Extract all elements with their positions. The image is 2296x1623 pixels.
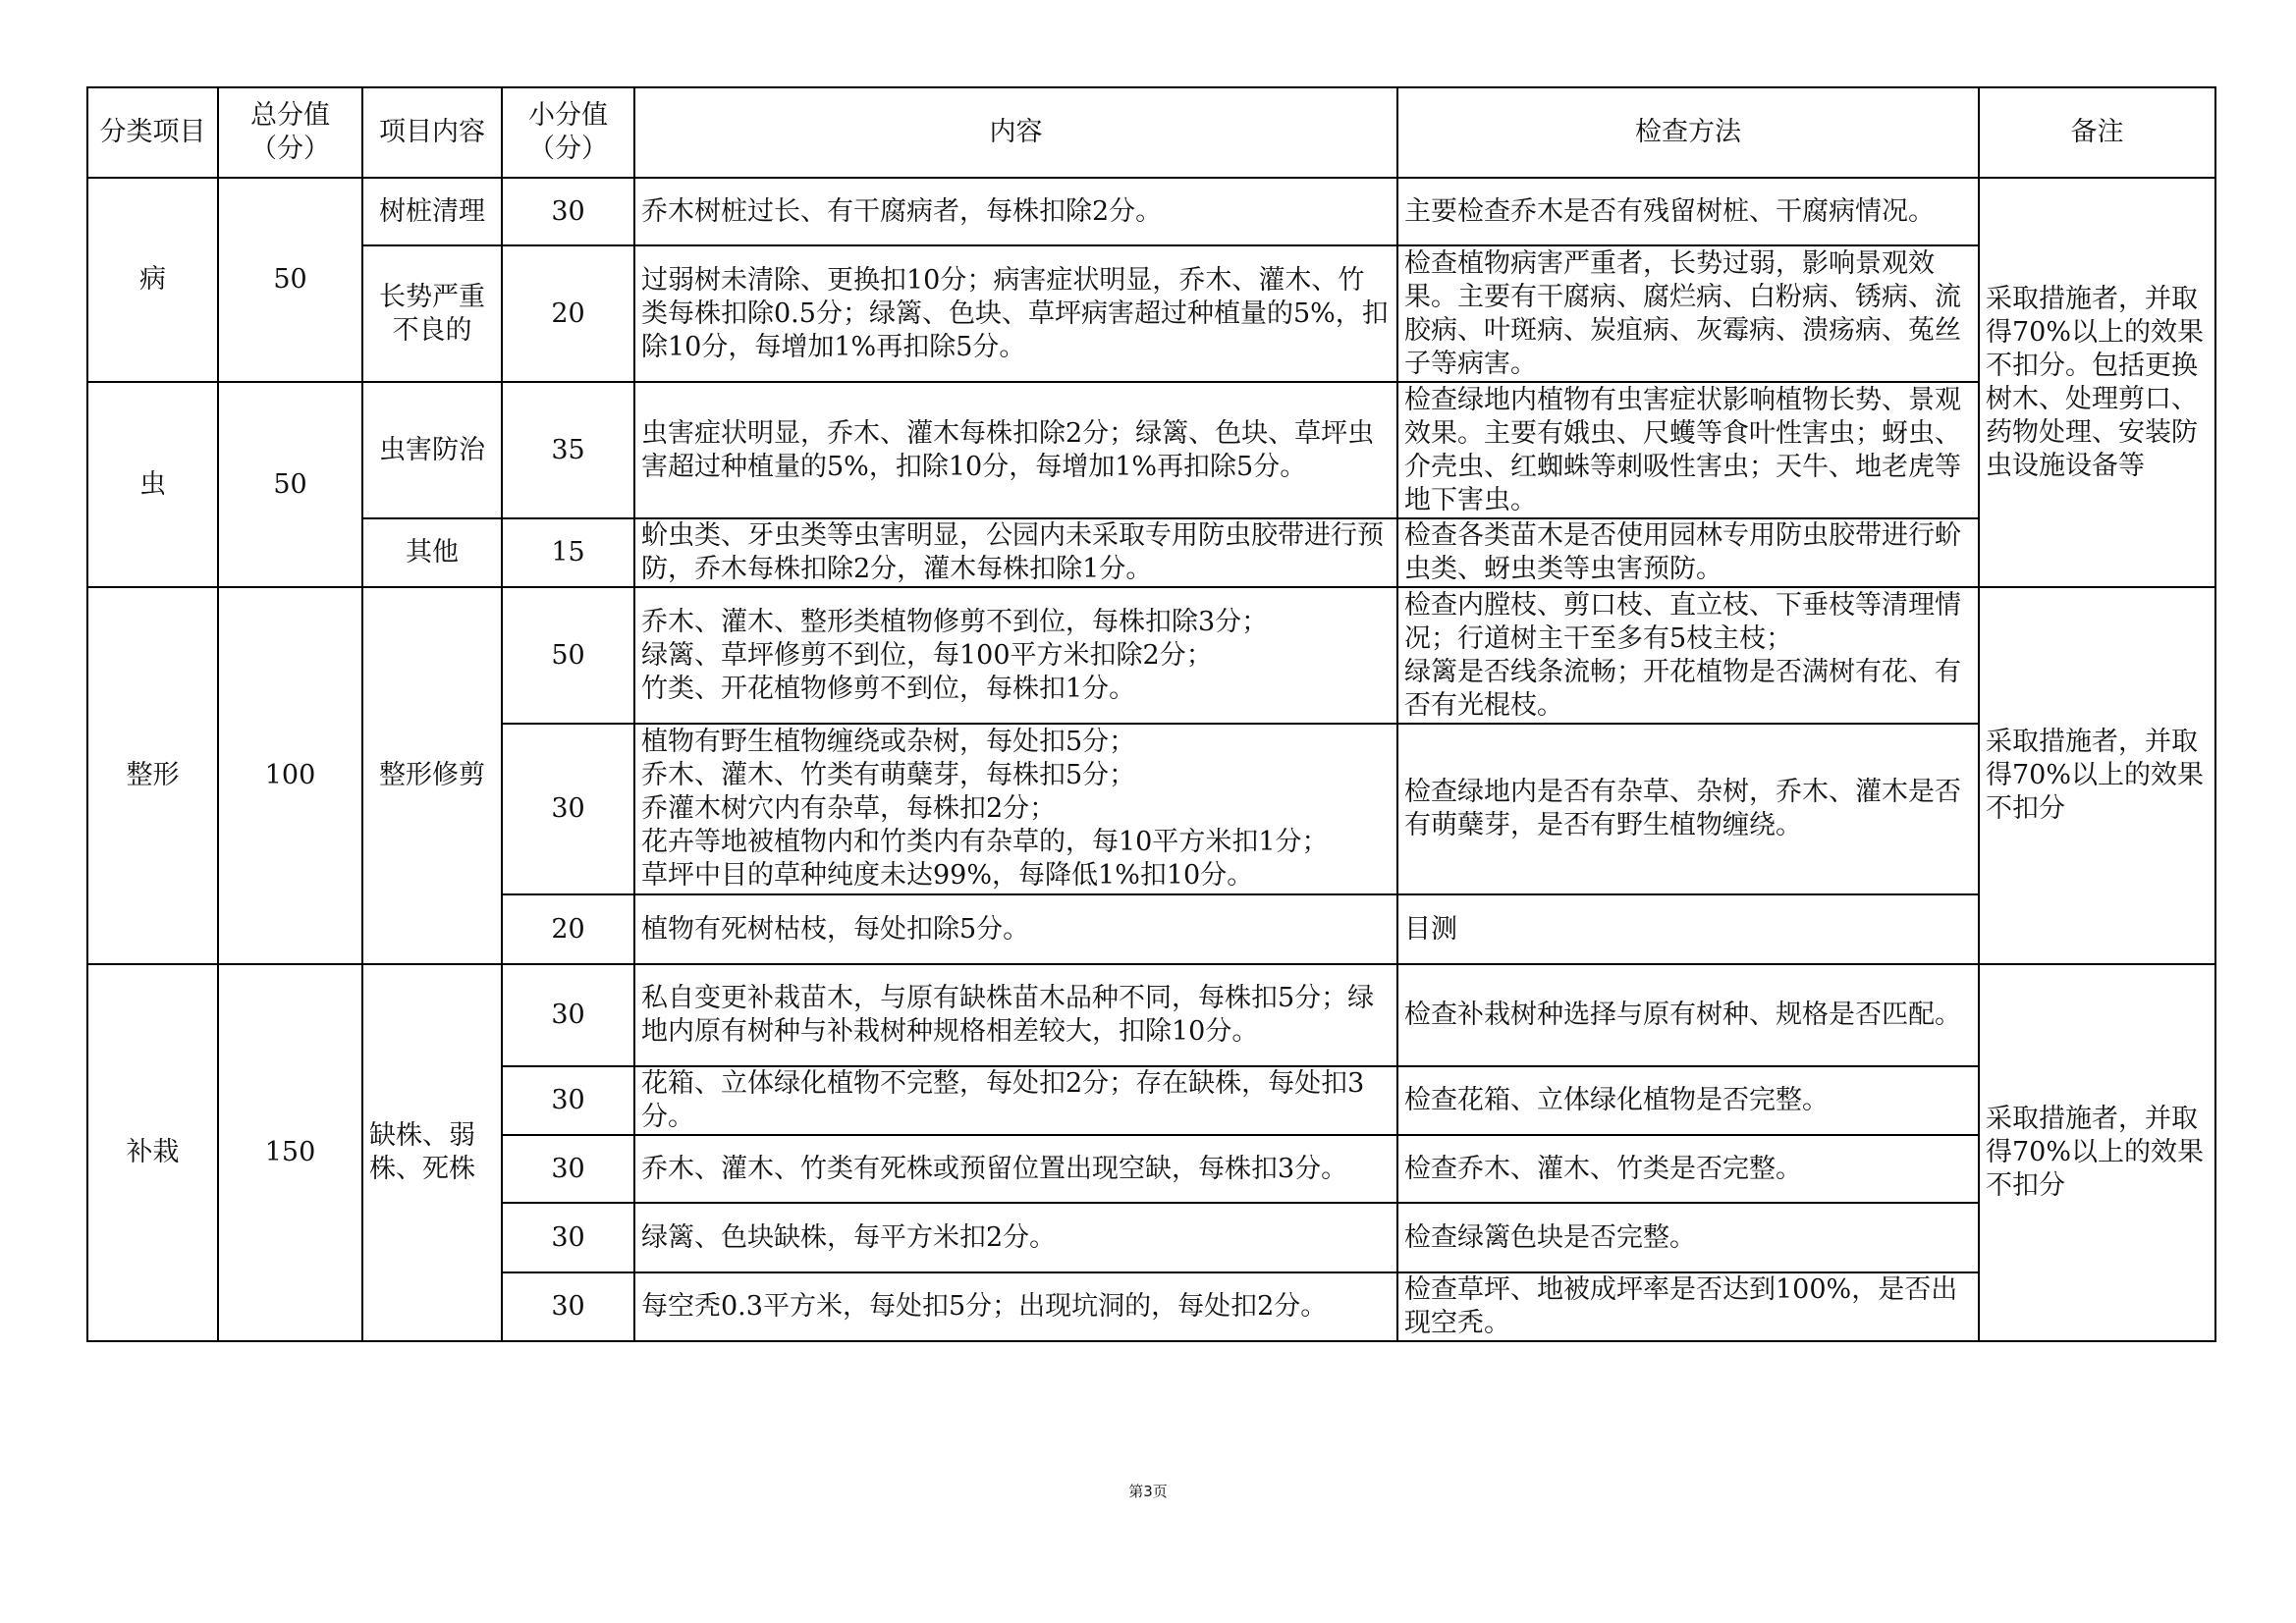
total-score-cell: 50 [218,178,362,382]
table-row [87,382,2215,518]
item-cell: 树桩清理 [362,178,502,245]
score-cell: 30 [502,178,634,245]
content-cell: 过弱树未清除、更换扣10分；病害症状明显，乔木、灌木、竹类每株扣除0.5分；绿篱、色块、草坪病害超过种植量的5%，扣除10分，每增加1%再扣除5分。 [634,245,1397,382]
method-cell: 检查绿地内是否有杂草、杂树，乔木、灌木是否有萌蘖芽，是否有野生植物缠绕。 [1397,724,1979,894]
remarks-cell: 采取措施者，并取得70%以上的效果不扣分 [1979,964,2215,1341]
score-cell: 30 [502,964,634,1066]
content-cell: 乔木树桩过长、有干腐病者，每株扣除2分。 [634,178,1397,245]
score-cell: 35 [502,382,634,518]
score-cell: 30 [502,1272,634,1341]
item-cell: 缺株、弱株、死株 [362,964,502,1341]
evaluation-table [86,86,2216,1342]
header-total-score [218,87,362,178]
total-score-cell: 50 [218,382,362,587]
header-method: 检查方法 [1397,87,1979,178]
header-category: 分类项目 [87,87,218,178]
method-cell: 检查植物病害严重者，长势过弱，影响景观效果。主要有干腐病、腐烂病、白粉病、锈病、流胶病、叶斑病、炭疽病、灰霉病、溃疡病、菟丝子等病害。 [1397,245,1979,382]
remarks-cell: 采取措施者，并取得70%以上的效果不扣分。包括更换树木、处理剪口、药物处理、安装防虫设施设备等 [1979,178,2215,587]
table-row [87,587,2215,724]
content-cell: 植物有野生植物缠绕或杂树，每处扣5分； 乔木、灌木、竹类有萌蘖芽，每株扣5分； 乔灌木树穴内有杂草，每株扣2分； 花卉等地被植物内和竹类内有杂草的，每10平方米扣1分； 草坪中目的草种纯度未达99%，每降低1%扣10分。 [634,724,1397,894]
header-total-score-line2: （分） [250,134,330,164]
content-cell: 植物有死树枯枝，每处扣除5分。 [634,894,1397,964]
method-cell: 检查草坪、地被成坪率是否达到100%，是否出现空秃。 [1397,1272,1979,1341]
score-cell: 50 [502,587,634,724]
content-cell: 虫害症状明显，乔木、灌木每株扣除2分；绿篱、色块、草坪虫害超过种植量的5%，扣除10分，每增加1%再扣除5分。 [634,382,1397,518]
header-sub-score-line2: （分） [528,134,608,164]
method-cell: 检查绿地内植物有虫害症状影响植物长势、景观效果。主要有娥虫、尺蠖等食叶性害虫；蚜虫、介壳虫、红蜘蛛等刺吸性害虫；天牛、地老虎等地下害虫。 [1397,382,1979,518]
score-cell: 20 [502,245,634,382]
method-cell: 检查花箱、立体绿化植物是否完整。 [1397,1066,1979,1135]
method-cell: 检查各类苗木是否使用园林专用防虫胶带进行蚧虫类、蚜虫类等虫害预防。 [1397,518,1979,587]
table-row [87,178,2215,245]
method-cell: 检查内膛枝、剪口枝、直立枝、下垂枝等清理情况；行道树主干至多有5枝主枝； 绿篱是否线条流畅；开花植物是否满树有花、有否有光棍枝。 [1397,587,1979,724]
method-cell: 检查绿篱色块是否完整。 [1397,1203,1979,1272]
score-cell: 30 [502,1135,634,1203]
header-sub-score-line1: 小分值 [528,100,608,131]
score-cell: 30 [502,1203,634,1272]
table-row [87,964,2215,1066]
table-row [87,518,2215,587]
method-cell: 目测 [1397,894,1979,964]
category-cell: 病 [87,178,218,382]
content-cell: 乔木、灌木、整形类植物修剪不到位，每株扣除3分； 绿篱、草坪修剪不到位，每100平方米扣除2分； 竹类、开花植物修剪不到位，每株扣1分。 [634,587,1397,724]
score-cell: 15 [502,518,634,587]
score-cell: 30 [502,1066,634,1135]
item-cell: 长势严重不良的 [362,245,502,382]
method-cell: 检查补栽树种选择与原有树种、规格是否匹配。 [1397,964,1979,1066]
total-score-cell: 100 [218,587,362,964]
content-cell: 花箱、立体绿化植物不完整，每处扣2分；存在缺株，每处扣3分。 [634,1066,1397,1135]
item-cell: 虫害防治 [362,382,502,518]
item-cell: 其他 [362,518,502,587]
category-cell: 补栽 [87,964,218,1341]
header-item: 项目内容 [362,87,502,178]
content-cell: 绿篱、色块缺株，每平方米扣2分。 [634,1203,1397,1272]
category-cell: 整形 [87,587,218,964]
content-cell: 蚧虫类、牙虫类等虫害明显，公园内未采取专用防虫胶带进行预防，乔木每株扣除2分，灌木每株扣除1分。 [634,518,1397,587]
header-total-score-line1: 总分值 [250,100,330,131]
content-cell: 乔木、灌木、竹类有死株或预留位置出现空缺，每株扣3分。 [634,1135,1397,1203]
header-sub-score [502,87,634,178]
category-cell: 虫 [87,382,218,587]
page-number: 第3页 [1128,1483,1168,1500]
method-cell: 检查乔木、灌木、竹类是否完整。 [1397,1135,1979,1203]
header-remarks: 备注 [1979,87,2215,178]
header-content: 内容 [634,87,1397,178]
item-cell: 整形修剪 [362,587,502,964]
score-cell: 20 [502,894,634,964]
method-cell: 主要检查乔木是否有残留树桩、干腐病情况。 [1397,178,1979,245]
score-cell: 30 [502,724,634,894]
remarks-cell: 采取措施者，并取得70%以上的效果不扣分 [1979,587,2215,964]
content-cell: 每空秃0.3平方米，每处扣5分；出现坑洞的，每处扣2分。 [634,1272,1397,1341]
table-row [87,245,2215,382]
total-score-cell: 150 [218,964,362,1341]
content-cell: 私自变更补栽苗木，与原有缺株苗木品种不同，每株扣5分；绿地内原有树种与补栽树种规格相差较大，扣除10分。 [634,964,1397,1066]
header-row [87,87,2215,178]
